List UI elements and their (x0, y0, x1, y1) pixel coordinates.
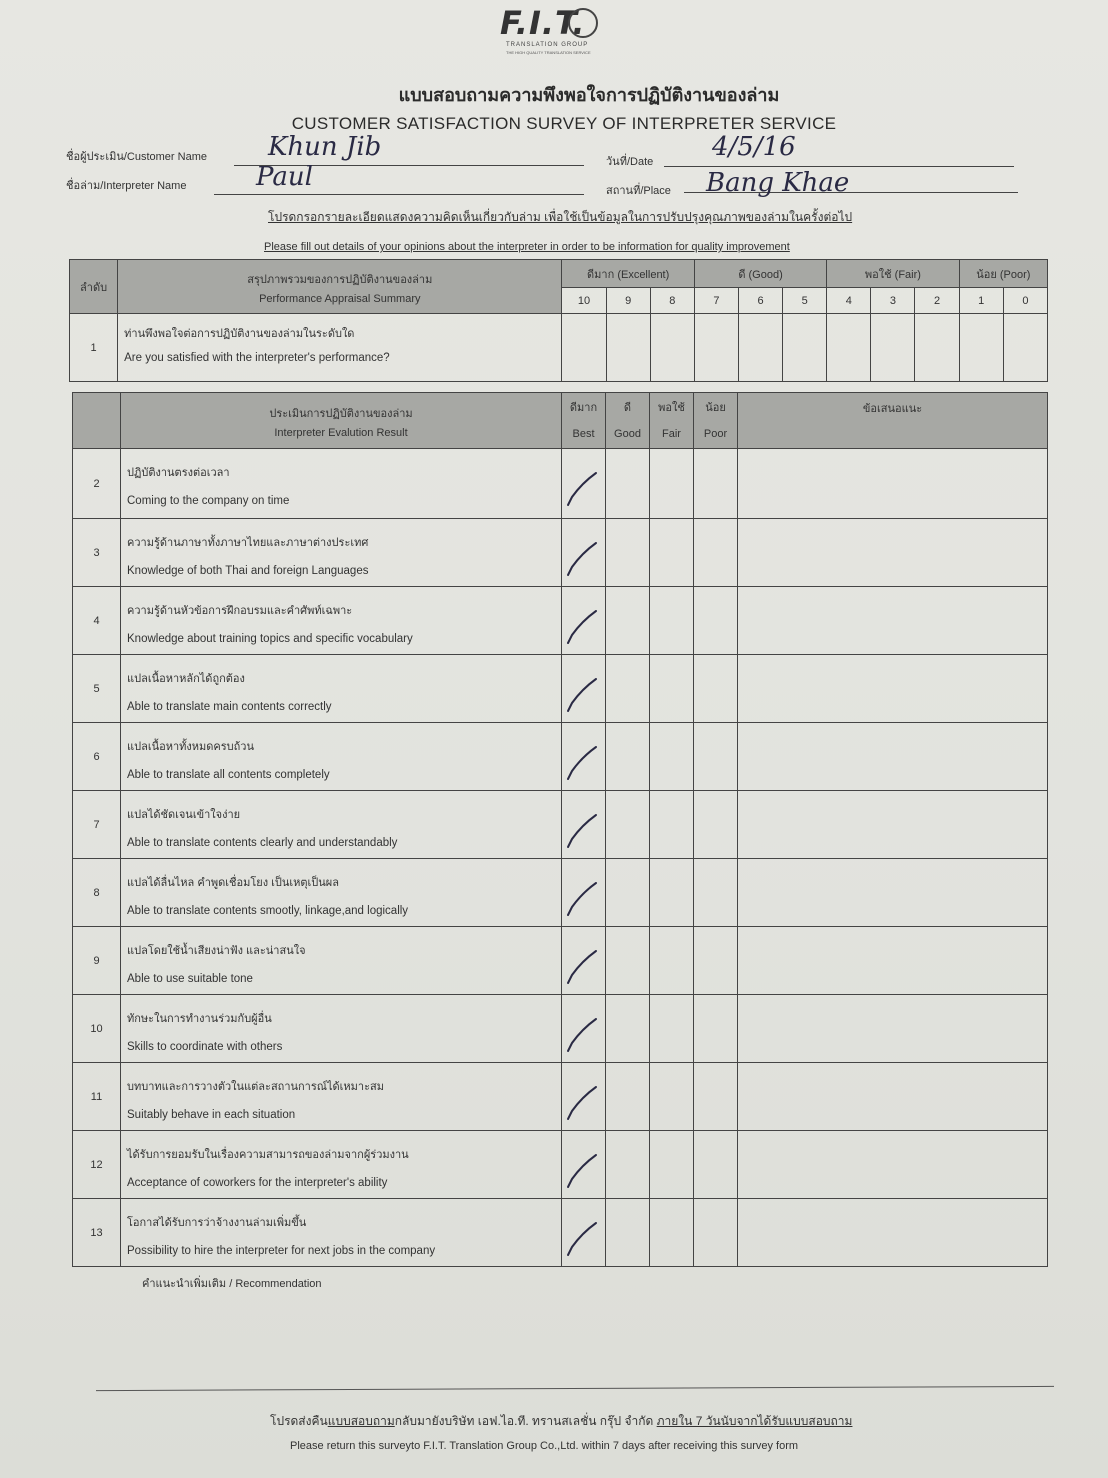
score-box[interactable] (606, 314, 650, 382)
score-box[interactable] (915, 314, 959, 382)
rating-checkbox-good[interactable] (606, 1199, 650, 1267)
rating-checkbox-best[interactable] (562, 519, 606, 587)
rating-best (562, 393, 606, 449)
table-row (73, 1131, 1048, 1199)
suggestion-cell[interactable] (738, 1199, 1048, 1267)
footer-thai-d: ภายใน 7 วันนับจากได้รับแบบสอบถาม (656, 1414, 853, 1428)
date-value[interactable]: 4/5/16 (712, 132, 796, 162)
rating-poor (694, 393, 738, 449)
evaluation-table (72, 392, 1048, 1267)
rating-checkbox-good[interactable] (606, 1131, 650, 1199)
score-box[interactable] (871, 314, 915, 382)
suggestion-header: ข้อเสนอแนะ (738, 393, 1048, 449)
question-english: Are you satisfied with the interpreter's performance? (124, 352, 390, 364)
summary-header-thai: สรุปภาพรวมของการปฏิบัติงานของล่าม (247, 274, 433, 286)
globe-icon (568, 8, 598, 38)
score-box[interactable] (738, 314, 782, 382)
rating-fair-thai: พอใช้ (658, 401, 685, 414)
criterion-cell (121, 927, 562, 995)
score-cell: 5 (783, 288, 827, 314)
group-fair: พอใช้ (Fair) (827, 260, 959, 288)
criterion-cell (121, 1063, 562, 1131)
rating-checkbox-best[interactable] (562, 449, 606, 519)
checkmark-icon (566, 607, 602, 647)
checkmark-icon (566, 469, 602, 509)
checkmark-icon (566, 675, 602, 715)
summary-header-english: Performance Appraisal Summary (259, 293, 421, 305)
place-value[interactable]: Bang Khae (706, 168, 850, 198)
rating-poor-thai: น้อย (705, 401, 726, 414)
rating-checkbox-best[interactable] (562, 995, 606, 1063)
rating-checkbox-good[interactable] (606, 519, 650, 587)
summary-question (118, 314, 562, 382)
suggestion-cell[interactable] (738, 1063, 1048, 1131)
criterion-thai: ทักษะในการทำงานร่วมกับผู้อื่น (127, 1013, 272, 1025)
rating-checkbox-good[interactable] (606, 723, 650, 791)
criterion-cell (121, 655, 562, 723)
row-number: 3 (73, 519, 121, 587)
rating-checkbox-fair[interactable] (650, 519, 694, 587)
rating-checkbox-best[interactable] (562, 655, 606, 723)
table-row (73, 449, 1048, 519)
score-cell: 1 (959, 288, 1003, 314)
rating-checkbox-good[interactable] (606, 791, 650, 859)
table-row (73, 723, 1048, 791)
criterion-english: Able to translate all contents completely (127, 769, 330, 781)
suggestion-cell[interactable] (738, 995, 1048, 1063)
rating-checkbox-poor[interactable] (694, 1063, 738, 1131)
rating-checkbox-best[interactable] (562, 859, 606, 927)
checkmark-icon (566, 811, 602, 851)
row-number: 13 (73, 1199, 121, 1267)
rating-fair (650, 393, 694, 449)
rating-checkbox-fair[interactable] (650, 1131, 694, 1199)
eval-header-english: Interpreter Evalution Result (274, 427, 408, 439)
rating-checkbox-fair[interactable] (650, 859, 694, 927)
criterion-english: Possibility to hire the interpreter for next jobs in the company (127, 1245, 436, 1257)
footer-thai-c: กลับมายังบริษัท เอฟ.ไอ.ที. ทรานสเลชั่น กรุ๊ป จำกัด (394, 1414, 654, 1428)
instructions-thai: โปรดกรอกรายละเอียดแสดงความคิดเห็นเกี่ยวกับล่าม เพื่อใช้เป็นข้อมูลในการปรับปรุงคุณภาพของล่ามในครั้งต่อไป (268, 210, 853, 224)
rating-checkbox-best[interactable] (562, 1199, 606, 1267)
rating-checkbox-fair[interactable] (650, 449, 694, 519)
score-cell: 10 (562, 288, 606, 314)
rating-checkbox-poor[interactable] (694, 859, 738, 927)
score-cell: 8 (650, 288, 694, 314)
row-number: 4 (73, 587, 121, 655)
eval-header-order (73, 393, 121, 449)
rating-checkbox-poor[interactable] (694, 723, 738, 791)
suggestion-cell[interactable] (738, 519, 1048, 587)
table-row (73, 1063, 1048, 1131)
footer-thai (270, 1412, 852, 1431)
criterion-thai: ปฏิบัติงานตรงต่อเวลา (127, 467, 230, 479)
customer-name-label: ชื่อผู้ประเมิน/Customer Name (66, 151, 207, 163)
criterion-english: Acceptance of coworkers for the interpreter's ability (127, 1177, 388, 1189)
rating-checkbox-fair[interactable] (650, 655, 694, 723)
criterion-english: Able to translate contents clearly and understandably (127, 837, 398, 849)
row-number: 8 (73, 859, 121, 927)
rating-checkbox-poor[interactable] (694, 449, 738, 519)
title-thai: แบบสอบถามความพึงพอใจการปฏิบัติงานของล่าม (398, 85, 780, 105)
place-label: สถานที่/Place (606, 185, 671, 197)
logo-mark: F.I.T. (500, 4, 586, 42)
criterion-cell (121, 587, 562, 655)
rating-good-english: Good (614, 427, 641, 440)
table-row (73, 655, 1048, 723)
footer-thai-b: แบบสอบถาม (327, 1414, 395, 1428)
criterion-cell (121, 859, 562, 927)
table-row (73, 927, 1048, 995)
score-cell: 0 (1003, 288, 1047, 314)
score-box[interactable] (562, 314, 606, 382)
rating-checkbox-good[interactable] (606, 587, 650, 655)
rating-checkbox-poor[interactable] (694, 791, 738, 859)
checkmark-icon (566, 947, 602, 987)
logo-line2: THE HIGH QUALITY TRANSLATION SERVICE (506, 50, 591, 55)
rating-poor-english: Poor (703, 427, 728, 440)
summary-header (118, 260, 562, 314)
suggestion-cell[interactable] (738, 449, 1048, 519)
criterion-thai: แปลโดยใช้น้ำเสียงน่าฟัง และน่าสนใจ (127, 945, 306, 957)
criterion-thai: ได้รับการยอมรับในเรื่องความสามารถของล่ามจากผู้ร่วมงาน (127, 1149, 409, 1161)
criterion-thai: แปลได้ชัดเจนเข้าใจง่าย (127, 809, 241, 821)
checkmark-icon (566, 1219, 602, 1259)
checkmark-icon (566, 1151, 602, 1191)
score-box[interactable] (650, 314, 694, 382)
rating-checkbox-fair[interactable] (650, 927, 694, 995)
score-cell: 7 (694, 288, 738, 314)
rating-good (606, 393, 650, 449)
group-excellent: ดีมาก (Excellent) (562, 260, 694, 288)
suggestion-cell[interactable] (738, 1131, 1048, 1199)
fit-logo (500, 6, 610, 62)
table-row (73, 859, 1048, 927)
rating-checkbox-good[interactable] (606, 449, 650, 519)
criterion-thai: แปลเนื้อหาหลักได้ถูกต้อง (127, 673, 245, 685)
row-number: 12 (73, 1131, 121, 1199)
criterion-english: Coming to the company on time (127, 495, 290, 507)
rating-checkbox-good[interactable] (606, 927, 650, 995)
date-line (664, 166, 1014, 167)
rating-checkbox-poor[interactable] (694, 655, 738, 723)
footer-english: Please return this surveyto F.I.T. Translation Group Co.,Ltd. within 7 days after receiving this survey form (290, 1440, 799, 1452)
criterion-cell (121, 1199, 562, 1267)
criterion-cell (121, 723, 562, 791)
rating-checkbox-good[interactable] (606, 655, 650, 723)
row-number: 10 (73, 995, 121, 1063)
criterion-cell (121, 1131, 562, 1199)
rating-checkbox-poor[interactable] (694, 1131, 738, 1199)
criterion-english: Skills to coordinate with others (127, 1041, 283, 1053)
score-cell: 2 (915, 288, 959, 314)
criterion-english: Able to translate main contents correctly (127, 701, 332, 713)
rating-checkbox-best[interactable] (562, 791, 606, 859)
table-row (73, 587, 1048, 655)
row-number: 7 (73, 791, 121, 859)
group-poor: น้อย (Poor) (959, 260, 1047, 288)
rating-checkbox-poor[interactable] (694, 519, 738, 587)
criterion-thai: ความรู้ด้านหัวข้อการฝึกอบรมและคำศัพท์เฉพาะ (127, 605, 353, 617)
checkmark-icon (566, 743, 602, 783)
criterion-english: Suitably behave in each situation (127, 1109, 296, 1121)
score-cell: 3 (871, 288, 915, 314)
suggestion-cell[interactable] (738, 655, 1048, 723)
rating-checkbox-poor[interactable] (694, 1199, 738, 1267)
score-box[interactable] (694, 314, 738, 382)
rating-checkbox-best[interactable] (562, 1131, 606, 1199)
footer-thai-a: โปรดส่งคืน (270, 1414, 328, 1428)
rating-checkbox-good[interactable] (606, 859, 650, 927)
recommendation-line (96, 1386, 1054, 1391)
suggestion-cell[interactable] (738, 723, 1048, 791)
rating-checkbox-good[interactable] (606, 995, 650, 1063)
rating-best-thai: ดีมาก (569, 401, 598, 414)
rating-checkbox-fair[interactable] (650, 723, 694, 791)
rating-checkbox-fair[interactable] (650, 587, 694, 655)
row-number: 9 (73, 927, 121, 995)
row-number: 6 (73, 723, 121, 791)
customer-name-value[interactable]: Khun Jib (268, 132, 382, 162)
criterion-thai: แปลได้ลื่นไหล คำพูดเชื่อมโยง เป็นเหตุเป็นผล (127, 877, 339, 889)
rating-checkbox-good[interactable] (606, 1063, 650, 1131)
rating-checkbox-poor[interactable] (694, 995, 738, 1063)
rating-checkbox-poor[interactable] (694, 587, 738, 655)
suggestion-cell[interactable] (738, 587, 1048, 655)
score-cell: 6 (738, 288, 782, 314)
rating-checkbox-fair[interactable] (650, 1063, 694, 1131)
score-box[interactable] (783, 314, 827, 382)
rating-fair-english: Fair (662, 427, 681, 440)
title-english: CUSTOMER SATISFACTION SURVEY OF INTERPRETER SERVICE (291, 114, 837, 133)
rating-checkbox-poor[interactable] (694, 927, 738, 995)
rating-checkbox-best[interactable] (562, 1063, 606, 1131)
criterion-cell (121, 995, 562, 1063)
criterion-english: Able to use suitable tone (127, 973, 253, 985)
checkmark-icon (566, 539, 602, 579)
criterion-thai: บทบาทและการวางตัวในแต่ละสถานการณ์ได้เหมาะสม (127, 1081, 384, 1093)
rating-good-thai: ดี (623, 401, 632, 414)
recommendation-label: คำแนะนำเพิ่มเติม / Recommendation (142, 1278, 322, 1290)
table-row (73, 995, 1048, 1063)
checkmark-icon (566, 1015, 602, 1055)
checkmark-icon (566, 1083, 602, 1123)
table-row (73, 1199, 1048, 1267)
rating-checkbox-best[interactable] (562, 723, 606, 791)
table-row (73, 519, 1048, 587)
rating-checkbox-best[interactable] (562, 927, 606, 995)
group-good: ดี (Good) (694, 260, 826, 288)
instructions-english: Please fill out details of your opinions about the interpreter in order to be information for quality improvement (264, 241, 790, 253)
rating-checkbox-fair[interactable] (650, 1199, 694, 1267)
criterion-thai: โอกาสได้รับการว่าจ้างงานล่ามเพิ่มขึ้น (127, 1217, 307, 1229)
score-box[interactable] (1003, 314, 1047, 382)
suggestion-cell[interactable] (738, 859, 1048, 927)
criterion-english: Knowledge of both Thai and foreign Languages (127, 565, 369, 577)
rating-best-english: Best (572, 427, 595, 440)
col-order: ลำดับ (70, 260, 118, 314)
date-label: วันที่/Date (606, 156, 654, 168)
criterion-cell (121, 519, 562, 587)
table-row (73, 791, 1048, 859)
score-cell: 4 (827, 288, 871, 314)
score-box[interactable] (959, 314, 1003, 382)
summary-table (69, 259, 1048, 382)
suggestion-cell[interactable] (738, 927, 1048, 995)
criterion-english: Able to translate contents smootly, linkage,and logically (127, 905, 409, 917)
rating-checkbox-fair[interactable] (650, 995, 694, 1063)
criterion-english: Knowledge about training topics and specific vocabulary (127, 633, 413, 645)
logo-line1: TRANSLATION GROUP (506, 42, 589, 48)
interpreter-name-value[interactable]: Paul (256, 162, 313, 192)
row-number: 1 (70, 314, 118, 382)
row-number: 5 (73, 655, 121, 723)
criterion-thai: แปลเนื้อหาทั้งหมดครบถ้วน (127, 741, 254, 753)
score-cell: 9 (606, 288, 650, 314)
question-thai: ท่านพึงพอใจต่อการปฏิบัติงานของล่ามในระดับใด (124, 328, 355, 340)
eval-header (121, 393, 562, 449)
rating-checkbox-fair[interactable] (650, 791, 694, 859)
score-box[interactable] (827, 314, 871, 382)
criterion-thai: ความรู้ด้านภาษาทั้งภาษาไทยและภาษาต่างประเทศ (127, 537, 369, 549)
criterion-cell (121, 791, 562, 859)
row-number: 11 (73, 1063, 121, 1131)
interpreter-name-line (214, 194, 584, 195)
interpreter-name-label: ชื่อล่าม/Interpreter Name (66, 180, 187, 192)
row-number: 2 (73, 449, 121, 519)
eval-header-thai: ประเมินการปฏิบัติงานของล่าม (269, 408, 413, 420)
suggestion-cell[interactable] (738, 791, 1048, 859)
checkmark-icon (566, 879, 602, 919)
criterion-cell (121, 449, 562, 519)
rating-checkbox-best[interactable] (562, 587, 606, 655)
